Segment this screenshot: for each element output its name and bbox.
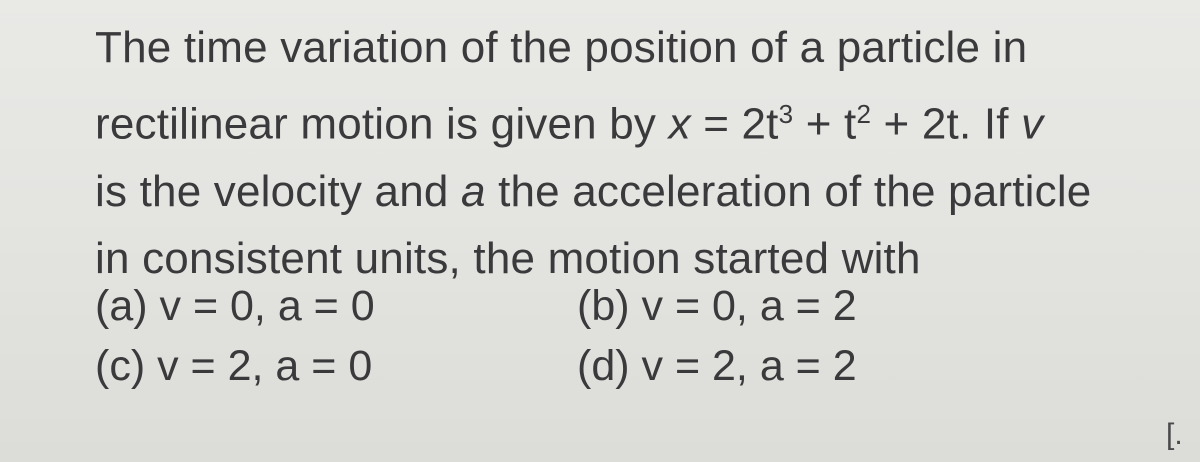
line3-suffix: the acceleration of the particle <box>485 166 1092 216</box>
options-row-1 <box>95 276 995 336</box>
equation-part-1: = 2t <box>690 99 779 149</box>
option-a[interactable]: (a) v = 0, a = 0 <box>95 282 375 330</box>
position-variable: x <box>668 99 691 149</box>
options-row-2 <box>95 336 995 396</box>
velocity-variable: v <box>1021 99 1044 149</box>
exponent-2: 2 <box>856 99 872 129</box>
exponent-3: 3 <box>778 99 794 129</box>
option-d[interactable]: (d) v = 2, a = 2 <box>577 342 857 390</box>
corner-bracket-mark: [. <box>1166 418 1183 451</box>
option-c[interactable]: (c) v = 2, a = 0 <box>95 342 373 390</box>
question-text <box>95 14 1155 292</box>
question-line-2 <box>95 81 1155 158</box>
question-line-3 <box>95 158 1155 225</box>
equation-part-2: + t <box>793 99 857 149</box>
question-line-4: in consistent units, the motion started with <box>95 233 921 283</box>
question-line-1: The time variation of the position of a particle in <box>95 23 1028 72</box>
line3-prefix: is the velocity and <box>95 166 461 216</box>
answer-options <box>95 276 995 396</box>
acceleration-variable: a <box>460 166 486 216</box>
option-b[interactable]: (b) v = 0, a = 2 <box>577 282 857 330</box>
equation-part-3: + 2t. If <box>871 99 1022 149</box>
line2-prefix: rectilinear motion is given by <box>95 99 669 149</box>
